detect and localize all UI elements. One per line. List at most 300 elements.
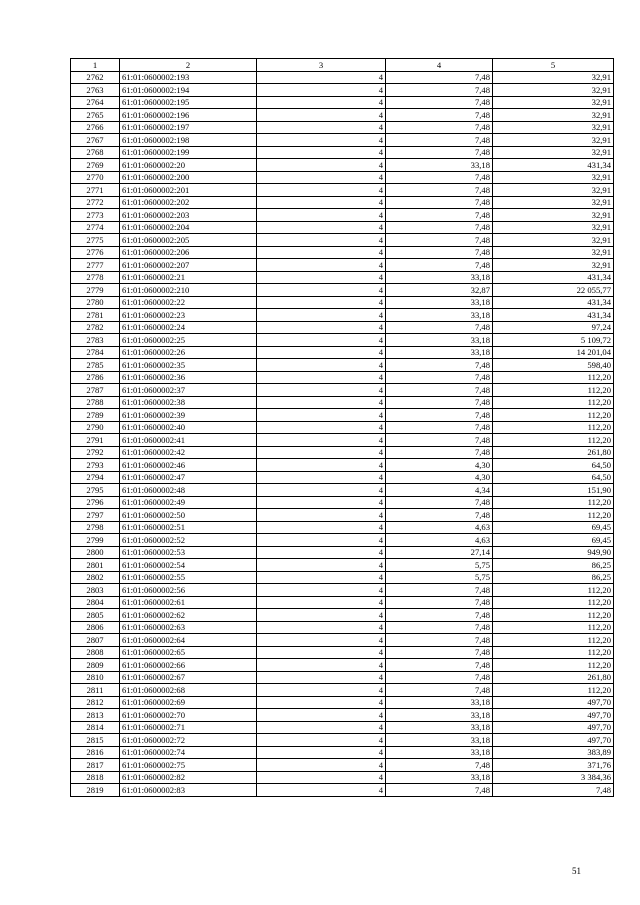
- rate-cell: 4,63: [386, 534, 493, 547]
- rate-cell: 33,18: [386, 721, 493, 734]
- amount-cell: 112,20: [493, 609, 614, 622]
- category-cell: 4: [257, 246, 386, 259]
- row-index-cell: 2810: [71, 671, 120, 684]
- row-index-cell: 2769: [71, 159, 120, 172]
- rate-cell: 7,48: [386, 659, 493, 672]
- rate-cell: 4,34: [386, 484, 493, 497]
- category-cell: 4: [257, 221, 386, 234]
- amount-cell: 86,25: [493, 571, 614, 584]
- category-cell: 4: [257, 334, 386, 347]
- amount-cell: 261,80: [493, 446, 614, 459]
- amount-cell: 112,20: [493, 496, 614, 509]
- table-row: [71, 459, 614, 472]
- amount-cell: 112,20: [493, 596, 614, 609]
- row-index-cell: 2795: [71, 484, 120, 497]
- amount-cell: 32,91: [493, 71, 614, 84]
- rate-cell: 7,48: [386, 446, 493, 459]
- amount-cell: 112,20: [493, 421, 614, 434]
- category-cell: 4: [257, 596, 386, 609]
- row-index-cell: 2794: [71, 471, 120, 484]
- amount-cell: 431,34: [493, 296, 614, 309]
- cadastral-number-cell: 61:01:0600002:65: [120, 646, 257, 659]
- cadastral-number-cell: 61:01:0600002:49: [120, 496, 257, 509]
- category-cell: 4: [257, 259, 386, 272]
- amount-cell: 112,20: [493, 634, 614, 647]
- amount-cell: 497,70: [493, 734, 614, 747]
- table-row: [71, 396, 614, 409]
- rate-cell: 7,48: [386, 259, 493, 272]
- table-row: [71, 684, 614, 697]
- rate-cell: 7,48: [386, 509, 493, 522]
- amount-cell: 112,20: [493, 396, 614, 409]
- rate-cell: 5,75: [386, 559, 493, 572]
- rate-cell: 7,48: [386, 684, 493, 697]
- amount-cell: 261,80: [493, 671, 614, 684]
- table-row: [71, 184, 614, 197]
- amount-cell: 32,91: [493, 184, 614, 197]
- cadastral-number-cell: 61:01:0600002:75: [120, 759, 257, 772]
- rate-cell: 7,48: [386, 371, 493, 384]
- rate-cell: 7,48: [386, 434, 493, 447]
- row-index-cell: 2800: [71, 546, 120, 559]
- amount-cell: 112,20: [493, 409, 614, 422]
- table-row: [71, 196, 614, 209]
- table-row: [71, 334, 614, 347]
- category-cell: 4: [257, 571, 386, 584]
- cadastral-number-cell: 61:01:0600002:62: [120, 609, 257, 622]
- table-row: [71, 471, 614, 484]
- cadastral-number-cell: 61:01:0600002:66: [120, 659, 257, 672]
- row-index-cell: 2773: [71, 209, 120, 222]
- amount-cell: 112,20: [493, 659, 614, 672]
- cadastral-number-cell: 61:01:0600002:51: [120, 521, 257, 534]
- rate-cell: 7,48: [386, 71, 493, 84]
- page-number: 51: [572, 866, 581, 876]
- rate-cell: 7,48: [386, 634, 493, 647]
- row-index-cell: 2762: [71, 71, 120, 84]
- amount-cell: 69,45: [493, 534, 614, 547]
- row-index-cell: 2777: [71, 259, 120, 272]
- rate-cell: 7,48: [386, 671, 493, 684]
- table-row: [71, 309, 614, 322]
- table-row: [71, 671, 614, 684]
- cadastral-number-cell: 61:01:0600002:196: [120, 109, 257, 122]
- table-row: [71, 121, 614, 134]
- amount-cell: 431,34: [493, 309, 614, 322]
- category-cell: 4: [257, 721, 386, 734]
- table-row: [71, 634, 614, 647]
- category-cell: 4: [257, 484, 386, 497]
- table-row: [71, 421, 614, 434]
- row-index-cell: 2816: [71, 746, 120, 759]
- category-cell: 4: [257, 621, 386, 634]
- amount-cell: 151,90: [493, 484, 614, 497]
- amount-cell: 112,20: [493, 584, 614, 597]
- table-row: [71, 96, 614, 109]
- category-cell: 4: [257, 121, 386, 134]
- rate-cell: 7,48: [386, 584, 493, 597]
- rate-cell: 7,48: [386, 184, 493, 197]
- cadastral-number-cell: 61:01:0600002:52: [120, 534, 257, 547]
- amount-cell: 949,90: [493, 546, 614, 559]
- cadastral-number-cell: 61:01:0600002:56: [120, 584, 257, 597]
- table-row: [71, 296, 614, 309]
- cadastral-number-cell: 61:01:0600002:26: [120, 346, 257, 359]
- row-index-cell: 2779: [71, 284, 120, 297]
- amount-cell: 431,34: [493, 159, 614, 172]
- category-cell: 4: [257, 196, 386, 209]
- category-cell: 4: [257, 609, 386, 622]
- rate-cell: 7,48: [386, 146, 493, 159]
- category-cell: 4: [257, 409, 386, 422]
- table-row: [71, 346, 614, 359]
- rate-cell: 32,87: [386, 284, 493, 297]
- column-header: 3: [257, 59, 386, 72]
- row-index-cell: 2818: [71, 771, 120, 784]
- rate-cell: 33,18: [386, 346, 493, 359]
- rate-cell: 7,48: [386, 321, 493, 334]
- rate-cell: 7,48: [386, 396, 493, 409]
- rate-cell: 33,18: [386, 696, 493, 709]
- rate-cell: 7,48: [386, 596, 493, 609]
- row-index-cell: 2780: [71, 296, 120, 309]
- cadastral-number-cell: 61:01:0600002:74: [120, 746, 257, 759]
- amount-cell: 32,91: [493, 109, 614, 122]
- amount-cell: 22 055,77: [493, 284, 614, 297]
- rate-cell: 7,48: [386, 646, 493, 659]
- row-index-cell: 2763: [71, 84, 120, 97]
- rate-cell: 7,48: [386, 134, 493, 147]
- rate-cell: 7,48: [386, 109, 493, 122]
- amount-cell: 32,91: [493, 171, 614, 184]
- cadastral-number-cell: 61:01:0600002:42: [120, 446, 257, 459]
- rate-cell: 33,18: [386, 734, 493, 747]
- amount-cell: 5 109,72: [493, 334, 614, 347]
- amount-cell: 32,91: [493, 84, 614, 97]
- amount-cell: 7,48: [493, 784, 614, 797]
- amount-cell: 497,70: [493, 696, 614, 709]
- row-index-cell: 2817: [71, 759, 120, 772]
- row-index-cell: 2768: [71, 146, 120, 159]
- table-row: [71, 646, 614, 659]
- category-cell: 4: [257, 746, 386, 759]
- table-row: [71, 696, 614, 709]
- table-header-row: [71, 59, 614, 72]
- table-row: [71, 159, 614, 172]
- row-index-cell: 2804: [71, 596, 120, 609]
- category-cell: 4: [257, 296, 386, 309]
- table-row: [71, 146, 614, 159]
- table-row: [71, 271, 614, 284]
- category-cell: 4: [257, 96, 386, 109]
- category-cell: 4: [257, 759, 386, 772]
- category-cell: 4: [257, 584, 386, 597]
- category-cell: 4: [257, 659, 386, 672]
- table-row: [71, 384, 614, 397]
- category-cell: 4: [257, 784, 386, 797]
- amount-cell: 497,70: [493, 709, 614, 722]
- row-index-cell: 2789: [71, 409, 120, 422]
- table-row: [71, 496, 614, 509]
- category-cell: 4: [257, 84, 386, 97]
- category-cell: 4: [257, 521, 386, 534]
- cadastral-number-cell: 61:01:0600002:83: [120, 784, 257, 797]
- amount-cell: 383,89: [493, 746, 614, 759]
- table-row: [71, 484, 614, 497]
- row-index-cell: 2770: [71, 171, 120, 184]
- table-row: [71, 759, 614, 772]
- row-index-cell: 2775: [71, 234, 120, 247]
- cadastral-number-cell: 61:01:0600002:204: [120, 221, 257, 234]
- amount-cell: 64,50: [493, 459, 614, 472]
- cadastral-number-cell: 61:01:0600002:202: [120, 196, 257, 209]
- cadastral-number-cell: 61:01:0600002:70: [120, 709, 257, 722]
- amount-cell: 32,91: [493, 246, 614, 259]
- table-row: [71, 409, 614, 422]
- row-index-cell: 2788: [71, 396, 120, 409]
- row-index-cell: 2815: [71, 734, 120, 747]
- rate-cell: 7,48: [386, 196, 493, 209]
- row-index-cell: 2811: [71, 684, 120, 697]
- amount-cell: 69,45: [493, 521, 614, 534]
- category-cell: 4: [257, 446, 386, 459]
- row-index-cell: 2778: [71, 271, 120, 284]
- table-row: [71, 559, 614, 572]
- rate-cell: 7,48: [386, 384, 493, 397]
- rate-cell: 4,30: [386, 471, 493, 484]
- table-row: [71, 721, 614, 734]
- category-cell: 4: [257, 734, 386, 747]
- category-cell: 4: [257, 309, 386, 322]
- category-cell: 4: [257, 509, 386, 522]
- cadastral-number-cell: 61:01:0600002:200: [120, 171, 257, 184]
- row-index-cell: 2767: [71, 134, 120, 147]
- cadastral-number-cell: 61:01:0600002:203: [120, 209, 257, 222]
- cadastral-number-cell: 61:01:0600002:55: [120, 571, 257, 584]
- rate-cell: 33,18: [386, 709, 493, 722]
- rate-cell: 7,48: [386, 246, 493, 259]
- category-cell: 4: [257, 146, 386, 159]
- category-cell: 4: [257, 71, 386, 84]
- amount-cell: 112,20: [493, 684, 614, 697]
- category-cell: 4: [257, 284, 386, 297]
- amount-cell: 112,20: [493, 646, 614, 659]
- category-cell: 4: [257, 321, 386, 334]
- category-cell: 4: [257, 346, 386, 359]
- row-index-cell: 2796: [71, 496, 120, 509]
- table-row: [71, 709, 614, 722]
- cadastral-number-cell: 61:01:0600002:40: [120, 421, 257, 434]
- amount-cell: 14 201,04: [493, 346, 614, 359]
- cadastral-number-cell: 61:01:0600002:38: [120, 396, 257, 409]
- amount-cell: 32,91: [493, 146, 614, 159]
- table-row: [71, 234, 614, 247]
- cadastral-number-cell: 61:01:0600002:39: [120, 409, 257, 422]
- rate-cell: 7,48: [386, 609, 493, 622]
- amount-cell: 32,91: [493, 121, 614, 134]
- category-cell: 4: [257, 271, 386, 284]
- table-row: [71, 571, 614, 584]
- category-cell: 4: [257, 371, 386, 384]
- row-index-cell: 2765: [71, 109, 120, 122]
- table-row: [71, 109, 614, 122]
- cadastral-number-cell: 61:01:0600002:24: [120, 321, 257, 334]
- table-row: [71, 209, 614, 222]
- rate-cell: 33,18: [386, 296, 493, 309]
- cadastral-number-cell: 61:01:0600002:210: [120, 284, 257, 297]
- rate-cell: 33,18: [386, 309, 493, 322]
- cadastral-number-cell: 61:01:0600002:41: [120, 434, 257, 447]
- amount-cell: 97,24: [493, 321, 614, 334]
- amount-cell: 371,76: [493, 759, 614, 772]
- rate-cell: 7,48: [386, 496, 493, 509]
- rate-cell: 27,14: [386, 546, 493, 559]
- table-row: [71, 221, 614, 234]
- row-index-cell: 2802: [71, 571, 120, 584]
- category-cell: 4: [257, 646, 386, 659]
- table-row: [71, 71, 614, 84]
- category-cell: 4: [257, 684, 386, 697]
- category-cell: 4: [257, 496, 386, 509]
- category-cell: 4: [257, 159, 386, 172]
- cadastral-number-cell: 61:01:0600002:37: [120, 384, 257, 397]
- cadastral-number-cell: 61:01:0600002:69: [120, 696, 257, 709]
- cadastral-number-cell: 61:01:0600002:22: [120, 296, 257, 309]
- rate-cell: 33,18: [386, 334, 493, 347]
- category-cell: 4: [257, 634, 386, 647]
- table-body: [71, 71, 614, 796]
- column-header: 5: [493, 59, 614, 72]
- rate-cell: 7,48: [386, 221, 493, 234]
- cadastral-number-cell: 61:01:0600002:82: [120, 771, 257, 784]
- row-index-cell: 2793: [71, 459, 120, 472]
- cadastral-number-cell: 61:01:0600002:67: [120, 671, 257, 684]
- rate-cell: 7,48: [386, 359, 493, 372]
- rate-cell: 7,48: [386, 421, 493, 434]
- rate-cell: 7,48: [386, 621, 493, 634]
- row-index-cell: 2791: [71, 434, 120, 447]
- table-row: [71, 171, 614, 184]
- cadastral-number-cell: 61:01:0600002:50: [120, 509, 257, 522]
- category-cell: 4: [257, 534, 386, 547]
- cadastral-number-cell: 61:01:0600002:23: [120, 309, 257, 322]
- cadastral-number-cell: 61:01:0600002:35: [120, 359, 257, 372]
- category-cell: 4: [257, 234, 386, 247]
- row-index-cell: 2786: [71, 371, 120, 384]
- amount-cell: 3 384,36: [493, 771, 614, 784]
- table-row: [71, 734, 614, 747]
- cadastral-number-cell: 61:01:0600002:53: [120, 546, 257, 559]
- table-row: [71, 596, 614, 609]
- rate-cell: 7,48: [386, 784, 493, 797]
- row-index-cell: 2771: [71, 184, 120, 197]
- cadastral-number-cell: 61:01:0600002:207: [120, 259, 257, 272]
- cadastral-number-cell: 61:01:0600002:36: [120, 371, 257, 384]
- column-header: 4: [386, 59, 493, 72]
- table-row: [71, 84, 614, 97]
- category-cell: 4: [257, 709, 386, 722]
- amount-cell: 598,40: [493, 359, 614, 372]
- category-cell: 4: [257, 359, 386, 372]
- rate-cell: 7,48: [386, 759, 493, 772]
- category-cell: 4: [257, 471, 386, 484]
- category-cell: 4: [257, 396, 386, 409]
- data-table: [70, 58, 614, 797]
- cadastral-number-cell: 61:01:0600002:206: [120, 246, 257, 259]
- row-index-cell: 2807: [71, 634, 120, 647]
- row-index-cell: 2798: [71, 521, 120, 534]
- category-cell: 4: [257, 421, 386, 434]
- cadastral-number-cell: 61:01:0600002:198: [120, 134, 257, 147]
- cadastral-number-cell: 61:01:0600002:64: [120, 634, 257, 647]
- cadastral-number-cell: 61:01:0600002:195: [120, 96, 257, 109]
- amount-cell: 497,70: [493, 721, 614, 734]
- cadastral-number-cell: 61:01:0600002:68: [120, 684, 257, 697]
- table-row: [71, 621, 614, 634]
- table-row: [71, 259, 614, 272]
- row-index-cell: 2783: [71, 334, 120, 347]
- amount-cell: 112,20: [493, 509, 614, 522]
- table-row: [71, 134, 614, 147]
- amount-cell: 431,34: [493, 271, 614, 284]
- category-cell: 4: [257, 696, 386, 709]
- row-index-cell: 2790: [71, 421, 120, 434]
- table-row: [71, 321, 614, 334]
- amount-cell: 112,20: [493, 621, 614, 634]
- category-cell: 4: [257, 384, 386, 397]
- cadastral-number-cell: 61:01:0600002:199: [120, 146, 257, 159]
- rate-cell: 5,75: [386, 571, 493, 584]
- rate-cell: 33,18: [386, 771, 493, 784]
- row-index-cell: 2772: [71, 196, 120, 209]
- cadastral-number-cell: 61:01:0600002:47: [120, 471, 257, 484]
- table-row: [71, 509, 614, 522]
- row-index-cell: 2766: [71, 121, 120, 134]
- table-row: [71, 446, 614, 459]
- rate-cell: 7,48: [386, 84, 493, 97]
- table-row: [71, 771, 614, 784]
- cadastral-number-cell: 61:01:0600002:61: [120, 596, 257, 609]
- cadastral-number-cell: 61:01:0600002:25: [120, 334, 257, 347]
- row-index-cell: 2801: [71, 559, 120, 572]
- cadastral-number-cell: 61:01:0600002:72: [120, 734, 257, 747]
- category-cell: 4: [257, 559, 386, 572]
- column-header: 1: [71, 59, 120, 72]
- table-row: [71, 359, 614, 372]
- cadastral-number-cell: 61:01:0600002:48: [120, 484, 257, 497]
- amount-cell: 32,91: [493, 259, 614, 272]
- table-row: [71, 246, 614, 259]
- table-row: [71, 534, 614, 547]
- table-row: [71, 546, 614, 559]
- row-index-cell: 2808: [71, 646, 120, 659]
- row-index-cell: 2809: [71, 659, 120, 672]
- row-index-cell: 2797: [71, 509, 120, 522]
- rate-cell: 33,18: [386, 271, 493, 284]
- cadastral-number-cell: 61:01:0600002:201: [120, 184, 257, 197]
- rate-cell: 33,18: [386, 159, 493, 172]
- row-index-cell: 2776: [71, 246, 120, 259]
- row-index-cell: 2774: [71, 221, 120, 234]
- row-index-cell: 2781: [71, 309, 120, 322]
- row-index-cell: 2813: [71, 709, 120, 722]
- amount-cell: 32,91: [493, 96, 614, 109]
- amount-cell: 32,91: [493, 134, 614, 147]
- cadastral-number-cell: 61:01:0600002:71: [120, 721, 257, 734]
- row-index-cell: 2785: [71, 359, 120, 372]
- category-cell: 4: [257, 771, 386, 784]
- row-index-cell: 2782: [71, 321, 120, 334]
